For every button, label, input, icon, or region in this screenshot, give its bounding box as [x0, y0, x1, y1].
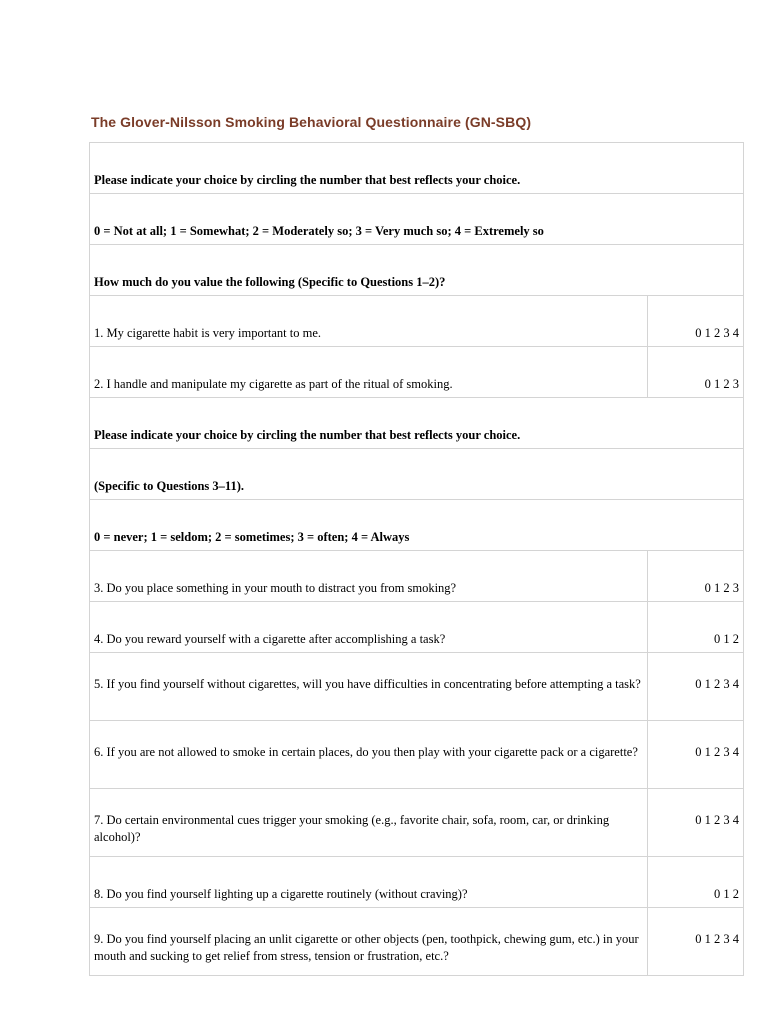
instruction-text: Please indicate your choice by circling the number that best reflects your choice. [90, 398, 744, 449]
question-text-content: 5. If you find yourself without cigarettes, will you have difficulties in concentrating before attempting a task? [94, 677, 641, 691]
answer-options[interactable]: 0 1 2 [648, 602, 744, 653]
question-row [90, 908, 744, 976]
question-text: 4. Do you reward yourself with a cigarette after accomplishing a task? [90, 602, 648, 653]
prompt-text: (Specific to Questions 3–11). [90, 449, 744, 500]
question-text [90, 653, 648, 721]
answer-options[interactable]: 0 1 2 3 4 [648, 296, 744, 347]
question-row [90, 789, 744, 857]
question-row [90, 602, 744, 653]
question-row [90, 721, 744, 789]
scale-text: 0 = never; 1 = seldom; 2 = sometimes; 3 = often; 4 = Always [90, 500, 744, 551]
question-row [90, 347, 744, 398]
question-row [90, 296, 744, 347]
question-text [90, 721, 648, 789]
answer-options[interactable]: 0 1 2 3 4 [648, 653, 744, 721]
prompt-row [90, 449, 744, 500]
answer-options[interactable]: 0 1 2 3 4 [648, 789, 744, 857]
question-text: 8. Do you find yourself lighting up a cigarette routinely (without craving)? [90, 857, 648, 908]
scale-text: 0 = Not at all; 1 = Somewhat; 2 = Moderately so; 3 = Very much so; 4 = Extremely so [90, 194, 744, 245]
prompt-row [90, 245, 744, 296]
instruction-row [90, 143, 744, 194]
prompt-text: How much do you value the following (Specific to Questions 1–2)? [90, 245, 744, 296]
scale-row [90, 500, 744, 551]
scale-row [90, 194, 744, 245]
instruction-row [90, 398, 744, 449]
question-text [90, 908, 648, 976]
question-text-content: 6. If you are not allowed to smoke in certain places, do you then play with your cigarette pack or a cigarette? [94, 745, 638, 759]
answer-options[interactable]: 0 1 2 3 4 [648, 721, 744, 789]
question-row [90, 857, 744, 908]
answer-options[interactable]: 0 1 2 3 [648, 347, 744, 398]
document-title: The Glover-Nilsson Smoking Behavioral Questionnaire (GN-SBQ) [91, 114, 532, 130]
instruction-text: Please indicate your choice by circling the number that best reflects your choice. [90, 143, 744, 194]
answer-options[interactable]: 0 1 2 [648, 857, 744, 908]
question-row [90, 551, 744, 602]
questionnaire-table [89, 142, 744, 976]
question-text [90, 789, 648, 857]
question-text-content: 7. Do certain environmental cues trigger your smoking (e.g., favorite chair, sofa, room, car, or drinking alcohol)? [94, 813, 610, 844]
question-text: 2. I handle and manipulate my cigarette as part of the ritual of smoking. [90, 347, 648, 398]
question-text: 1. My cigarette habit is very important to me. [90, 296, 648, 347]
question-text-content: 9. Do you find yourself placing an unlit cigarette or other objects (pen, toothpick, chewing gum, etc.) in your mouth and sucking to get relief from stress, tension or frustration, etc.? [94, 932, 639, 963]
question-text: 3. Do you place something in your mouth to distract you from smoking? [90, 551, 648, 602]
answer-options[interactable]: 0 1 2 3 [648, 551, 744, 602]
question-row [90, 653, 744, 721]
answer-options[interactable]: 0 1 2 3 4 [648, 908, 744, 976]
